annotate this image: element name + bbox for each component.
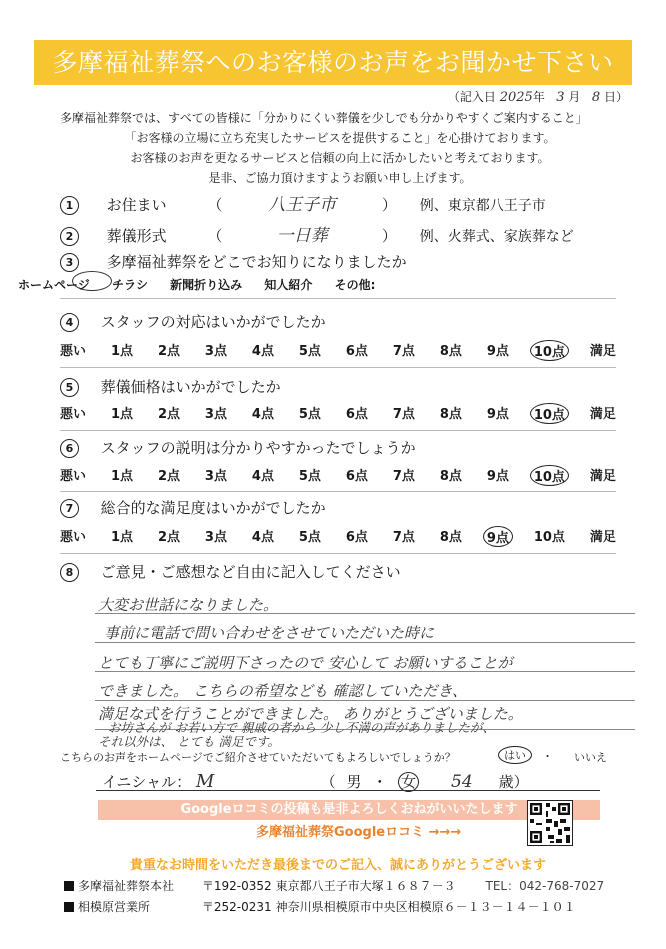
- q1-number: 1: [60, 196, 79, 215]
- scale-option-selected[interactable]: 10点: [530, 465, 569, 486]
- office-postal-code: 〒192-0352: [201, 879, 272, 893]
- scale-option[interactable]: 6点: [345, 469, 368, 484]
- scale-option[interactable]: 5点: [298, 469, 321, 484]
- publish-consent-question: こちらのお声をホームページでご紹介させていただいてもよろしいでしょうか？: [60, 751, 456, 764]
- q7-number: 7: [60, 499, 79, 518]
- scale-option[interactable]: 4点: [251, 530, 274, 545]
- intro-line-3: お客様のお声を更なるサービスと信頼の向上に活かしたいと考えております。: [130, 151, 550, 165]
- q4-number: 4: [60, 313, 79, 332]
- office-address: 神奈川県相模原市中央区相模原６－１３－１４－１０１: [275, 900, 576, 914]
- q8-number: 8: [60, 563, 79, 582]
- scale-option[interactable]: 8点: [439, 344, 462, 359]
- scale-option[interactable]: 満足: [589, 530, 616, 545]
- option-newspaper-insert: 新聞折り込み: [170, 278, 243, 292]
- q8-label: ご意見・ご感想など自由に記入してください: [100, 563, 401, 581]
- question-comments: [60, 561, 401, 582]
- date-month-unit: 月: [568, 90, 581, 104]
- q2-open-paren: （: [207, 227, 223, 245]
- scale-option[interactable]: 悪い: [60, 530, 87, 545]
- google-review-banner: Googleロコミの投稿も是非よろしくおねがいいたします: [98, 800, 600, 820]
- question-staff-service: [60, 311, 326, 332]
- comment-line: とても丁寧にご説明下さったので 安心して お願いすることが: [98, 654, 513, 672]
- scale-option[interactable]: 1点: [110, 407, 133, 422]
- scale-option[interactable]: 4点: [251, 344, 274, 359]
- office-name: 多摩福祉葬祭本社: [78, 879, 175, 893]
- scale-option[interactable]: 6点: [345, 344, 368, 359]
- scale-option[interactable]: 1点: [110, 469, 133, 484]
- scale-option[interactable]: 満足: [589, 407, 616, 422]
- office-phone: TEL：042-768-7027: [485, 879, 605, 893]
- scale-option[interactable]: 3点: [204, 530, 227, 545]
- scale-option[interactable]: 7点: [392, 469, 415, 484]
- divider: [60, 298, 616, 299]
- gender-open-paren: （: [320, 773, 336, 791]
- scale-option[interactable]: 9点: [486, 344, 509, 359]
- comment-line: 満足な式を行うことができました。 ありがとうございました。: [98, 705, 523, 723]
- date-label: （記入日: [447, 90, 496, 104]
- qr-code-icon[interactable]: [527, 800, 573, 846]
- intro-line-4: 是非、ご協力頂けますようお願い申し上げます。: [208, 171, 472, 185]
- thank-you-message: 貴重なお時間をいただき最後までのご記入、誠にありがとうございます: [129, 858, 546, 873]
- scale-option[interactable]: 1点: [110, 530, 133, 545]
- q6-number: 6: [60, 439, 79, 458]
- gender-separator: ・: [372, 773, 388, 791]
- option-other: その他:: [334, 278, 376, 292]
- q3-number: 3: [60, 253, 79, 272]
- google-review-link[interactable]: 多摩福祉葬祭Googleロコミ →→→: [256, 825, 462, 840]
- question-referral: [60, 251, 407, 272]
- scale-option[interactable]: 5点: [298, 407, 321, 422]
- comment-line: 事前に電話で問い合わせをさせていただいた時に: [104, 624, 435, 642]
- entry-date: [448, 88, 628, 105]
- rating-scale-q5: [60, 403, 616, 424]
- scale-option[interactable]: 7点: [392, 407, 415, 422]
- divider: [60, 430, 616, 431]
- gender-male: 男: [346, 773, 362, 791]
- office-headquarters: [64, 877, 604, 894]
- q2-close-paren: ）: [381, 227, 397, 245]
- q7-label: 総合的な満足度はいかがでしたか: [100, 499, 326, 517]
- question-funeral-type: [60, 221, 574, 246]
- date-month: 3: [556, 90, 565, 105]
- scale-option[interactable]: 5点: [298, 530, 321, 545]
- q5-number: 5: [60, 378, 79, 397]
- initial-value: M: [195, 771, 215, 792]
- scale-option[interactable]: 8点: [439, 530, 462, 545]
- question-overall-satisfaction: [60, 497, 326, 518]
- scale-option-selected[interactable]: 10点: [530, 403, 569, 424]
- scale-option[interactable]: 10点: [533, 530, 565, 545]
- office-name: 相模原営業所: [78, 900, 151, 914]
- scale-option[interactable]: 4点: [251, 407, 274, 422]
- scale-option-selected[interactable]: 9点: [483, 526, 513, 547]
- date-year: 2025: [499, 90, 533, 105]
- scale-option[interactable]: 悪い: [60, 469, 87, 484]
- scale-option[interactable]: 7点: [392, 530, 415, 545]
- question-residence: [60, 190, 546, 215]
- scale-option[interactable]: 8点: [439, 469, 462, 484]
- consent-yes-selected: はい: [498, 746, 532, 764]
- scale-option-selected[interactable]: 10点: [530, 340, 569, 361]
- scale-option[interactable]: 9点: [486, 407, 509, 422]
- rating-scale-q6: [60, 465, 616, 486]
- initial-underline: [96, 790, 600, 791]
- q5-label: 葬儀価格はいかがでしたか: [100, 378, 281, 396]
- scale-option[interactable]: 6点: [345, 530, 368, 545]
- divider: [60, 491, 616, 492]
- date-day: 8: [591, 90, 601, 105]
- intro-line-1: 多摩福祉葬祭では、すべての皆様に「分かりにくい葬儀を少しでも分かりやすくご案内すること」: [60, 111, 588, 125]
- scale-option[interactable]: 5点: [298, 344, 321, 359]
- q1-open-paren: （: [207, 196, 223, 214]
- q1-example: 例、東京都八王子市: [419, 198, 546, 214]
- scale-option[interactable]: 4点: [251, 469, 274, 484]
- consent-no: いいえ: [574, 751, 607, 764]
- q6-label: スタッフの説明は分かりやすかったでしょうか: [100, 439, 416, 457]
- survey-title-banner: 多摩福祉葬祭へのお客様のお声をお聞かせ下さい: [34, 40, 632, 85]
- q2-answer: 一日葬: [276, 226, 328, 246]
- initial-label: イニシャル：: [102, 773, 192, 791]
- divider: [60, 553, 616, 554]
- scale-option[interactable]: 満足: [589, 344, 616, 359]
- consent-separator: ・: [542, 750, 553, 763]
- office-address: 東京都八王子市大塚１６８７－３: [275, 879, 456, 893]
- question-price: [60, 376, 281, 397]
- scale-option[interactable]: 2点: [157, 530, 180, 545]
- q4-label: スタッフの対応はいかがでしたか: [100, 313, 326, 331]
- option-homepage: ホームページ: [18, 278, 90, 292]
- intro-text: [60, 108, 620, 188]
- option-referral: 知人紹介: [264, 278, 313, 292]
- referral-options: [18, 276, 393, 293]
- rating-scale-q4: [60, 340, 616, 361]
- question-explanation: [60, 437, 416, 458]
- scale-option[interactable]: 悪い: [60, 344, 87, 359]
- office-postal-code: 〒252-0231: [201, 900, 272, 914]
- initial-row: [102, 771, 529, 792]
- date-year-unit: 年: [532, 90, 545, 104]
- rating-scale-q7: [60, 526, 616, 547]
- q2-number: 2: [60, 227, 79, 246]
- comment-line: お坊さんが お若い方で 親戚の者から 少し不満の声がありましたが、: [108, 720, 495, 735]
- scale-option[interactable]: 7点: [392, 344, 415, 359]
- age-value: 54: [451, 772, 473, 792]
- gender-female-selected: 女: [398, 772, 419, 792]
- scale-option[interactable]: 9点: [486, 469, 509, 484]
- scale-option[interactable]: 8点: [439, 407, 462, 422]
- scale-option[interactable]: 悪い: [60, 407, 87, 422]
- scale-option[interactable]: 6点: [345, 407, 368, 422]
- comment-line: できました。 こちらの希望なども 確認していただき、: [98, 682, 467, 700]
- age-unit: 歳）: [498, 773, 529, 791]
- scale-option[interactable]: 2点: [157, 407, 180, 422]
- scale-option[interactable]: 2点: [157, 469, 180, 484]
- scale-option[interactable]: 3点: [204, 407, 227, 422]
- comment-line: それ以外は、 とても 満足です。: [98, 734, 280, 749]
- q2-example: 例、火葬式、家族葬など: [419, 229, 574, 245]
- scale-option[interactable]: 3点: [204, 344, 227, 359]
- intro-line-2: 「お客様の立場に立ち充実したサービスを提供すること」を心掛けております。: [124, 131, 556, 145]
- date-day-unit: 日）: [603, 90, 628, 104]
- q3-label: 多摩福祉葬祭をどこでお知りになりましたか: [106, 253, 407, 271]
- scale-option[interactable]: 1点: [110, 344, 133, 359]
- scale-option[interactable]: 3点: [204, 469, 227, 484]
- option-flyer: チラシ: [111, 278, 148, 292]
- q1-close-paren: ）: [381, 196, 397, 214]
- scale-option[interactable]: 満足: [589, 469, 616, 484]
- q1-label: お住まい: [106, 196, 167, 214]
- q1-answer: 八王子市: [268, 195, 337, 215]
- scale-option[interactable]: 2点: [157, 344, 180, 359]
- office-sagamihara: [64, 898, 576, 915]
- q2-label: 葬儀形式: [106, 227, 167, 245]
- comment-line: 大変お世話になりました。: [98, 596, 279, 614]
- divider: [60, 367, 616, 368]
